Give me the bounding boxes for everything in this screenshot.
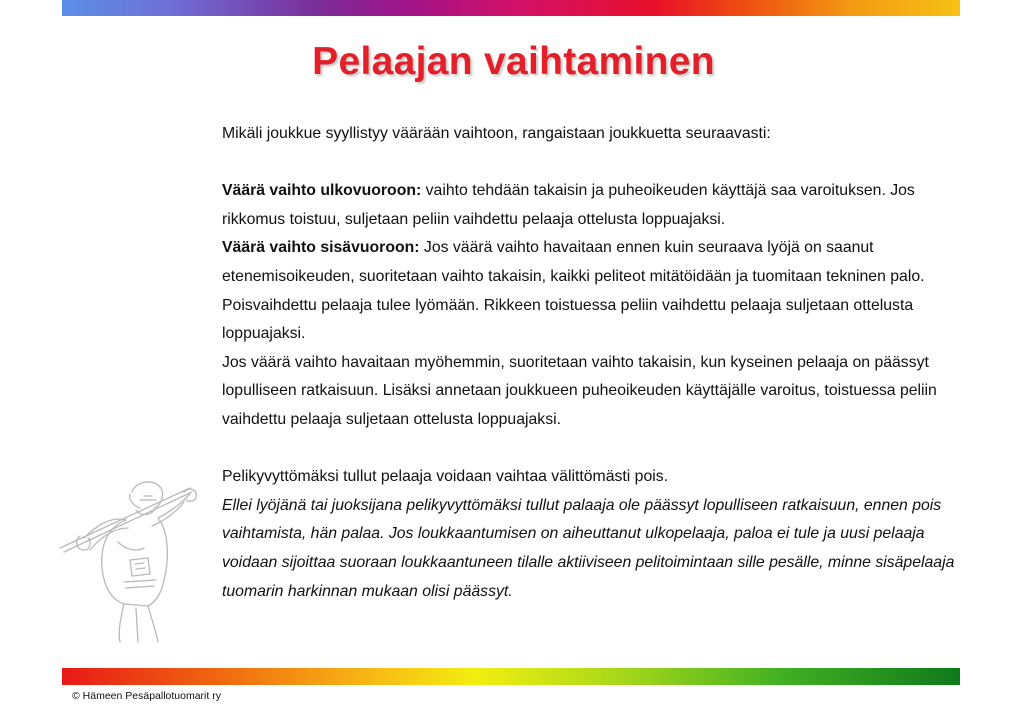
rules-text [222,120,982,606]
intro-paragraph: Mikäli joukkue syyllistyy väärään vaihtoon, rangaistaan joukkuetta seuraavasti: [222,125,771,142]
footer-copyright: © Hämeen Pesäpallotuomarit ry [72,690,221,702]
infield-rule-text: Jos väärä vaihto havaitaan ennen kuin seuraava lyöjä on saanut etenemisoikeuden, suoritetaan vaihto takaisin, kaikki peliteot mitätöidään ja tuomitaan tekninen palo. Poisvaihdettu pelaaja tulee lyömään. Rikkeen toistuessa peliin vaihdettu pelaaja suljetaan ottelusta loppuajaksi. [222,239,925,343]
later-detection-paragraph: Jos väärä vaihto havaitaan myöhemmin, suoritetaan vaihto takaisin, kun kyseinen pelaaja on päässyt lopulliseen ratkaisuun. Lisäksi annetaan joukkueen puheoikeuden käyttäjälle varoitus, toistuessa peliin vaihdettu pelaaja suljetaan ottelusta loppuajaksi. [222,353,937,428]
top-gradient-bar [62,0,960,16]
outfield-rule-text: vaihto tehdään takaisin ja puheoikeuden käyttäjä saa varoituksen. Jos rikkomus toistuu, suljetaan peliin vaihdettu pelaaja ottelusta loppuajaksi. [222,182,915,228]
batter-illustration [40,470,205,645]
outfield-rule-heading: Väärä vaihto ulkovuoroon: [222,182,422,200]
page-title: Pelaajan vaihtaminen [312,40,715,83]
infield-rule-paragraph [222,234,982,348]
outfield-rule-paragraph [222,177,982,234]
incapacitated-detail-paragraph: Ellei lyöjänä tai juoksijana pelikyvyttömäksi tullut palaaja ole päässyt lopulliseen ratkaisuun, ennen pois vaihtamista, hän palaa. Jos loukkaantumisen on aiheuttanut ulkopelaaja, paloa ei tule ja uusi pelaaja voidaan sijoittaa suoraan loukkaantuneen tilalle aktiiviseen pelitoimintaan sille pesälle, minne sisäpelaaja tuomarin harkinnan mukaan olisi päässyt. [222,496,955,600]
incapacitated-paragraph: Pelikyvyttömäksi tullut pelaaja voidaan vaihtaa välittömästi pois. [222,468,669,486]
bottom-gradient-bar [62,668,960,685]
infield-rule-heading: Väärä vaihto sisävuoroon: [222,239,420,257]
